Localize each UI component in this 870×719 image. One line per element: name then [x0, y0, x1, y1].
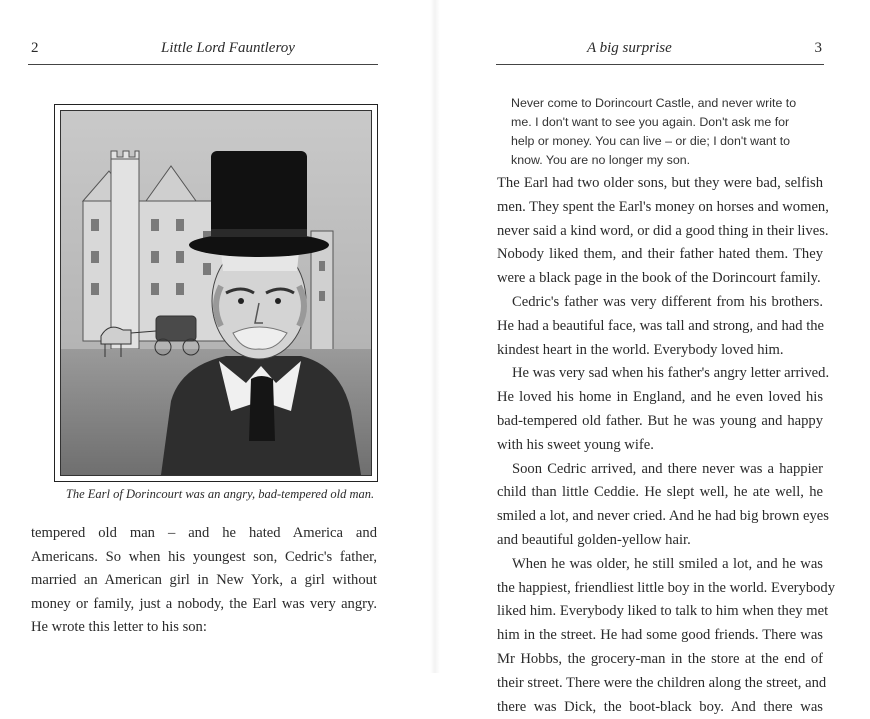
text-line: Cedric's father was very different from his brothers.	[512, 293, 823, 310]
text-line: kindest heart in the world. Everybody loved him.	[497, 341, 784, 358]
text-line: smiled a lot, and never cried. And he had big brown eyes	[497, 508, 829, 525]
illustration-caption: The Earl of Dorincourt was an angry, bad-tempered old man.	[65, 487, 375, 501]
letter-line: me. I don't want to see you again. Don't ask me for	[511, 115, 790, 129]
text-line: money or family, just a nobody, the Earl was very angry.	[31, 595, 377, 612]
text-line: Mr Hobbs, the grocery-man in the store at the end of	[497, 650, 823, 667]
text-line: tempered old man – and he hated America and	[31, 525, 377, 541]
text-line: married an American girl in New York, a girl without	[31, 572, 377, 588]
text-line: him in the street. He had some good friends. There was	[497, 627, 823, 644]
left-running-header	[31, 40, 376, 60]
right-running-head-title: A big surprise	[587, 40, 672, 56]
left-page-number: 2	[31, 40, 39, 56]
text-line: Soon Cedric arrived, and there never was a happier	[512, 460, 823, 477]
right-running-header	[497, 40, 822, 60]
text-line: and beautiful golden-yellow hair.	[497, 531, 691, 548]
text-line: their street. There were the children along the street, and	[497, 674, 827, 691]
text-line: He wrote this letter to his son:	[31, 619, 207, 635]
earl-portrait-drawing	[61, 111, 371, 475]
text-line: never said a kind word, or did a good thing in their lives.	[497, 222, 829, 239]
text-line: were a black page in the book of the Dorincourt family.	[497, 270, 821, 287]
left-page	[0, 0, 435, 673]
illustration-frame	[54, 104, 378, 482]
right-body-text	[497, 172, 836, 719]
left-body-text	[31, 522, 377, 640]
left-running-head-title: Little Lord Fauntleroy	[161, 40, 295, 56]
text-line: He loved his home in England, and he even loved his	[497, 389, 823, 406]
text-line: The Earl had two older sons, but they were bad, selfish	[497, 175, 823, 191]
text-line: child than little Ceddie. He slept well, he ate well, he	[497, 484, 823, 501]
text-line: the happiest, friendliest little boy in the world. Everybody	[497, 579, 836, 596]
text-line: Nobody liked them, and their father hated them. They	[497, 246, 823, 263]
left-header-rule	[28, 64, 378, 65]
text-line: Americans. So when his youngest son, Cedric's father,	[31, 548, 377, 565]
earl-letter	[511, 94, 811, 170]
letter-line: Never come to Dorincourt Castle, and never write to	[511, 96, 797, 110]
text-line: He was very sad when his father's angry letter arrived.	[512, 365, 830, 382]
text-line: liked him. Everybody liked to talk to him when they met	[497, 603, 829, 620]
text-line: bad-tempered old father. But he was young and happy	[497, 412, 823, 429]
right-header-rule	[496, 64, 824, 65]
right-page-number: 3	[814, 40, 822, 56]
earl-illustration	[60, 110, 372, 476]
text-line: When he was older, he still smiled a lot, and he was	[512, 555, 823, 572]
letter-line: help or money. You can live – or die; I don't want to	[511, 134, 791, 148]
text-line: with his sweet young wife.	[497, 436, 654, 453]
text-line: men. They spent the Earl's money on horses and women,	[497, 198, 829, 215]
text-line: He had a beautiful face, was tall and strong, and had the	[497, 317, 825, 334]
text-line: there was Dick, the boot-black boy. And there was	[497, 698, 823, 715]
letter-line: know. You are no longer my son.	[511, 153, 691, 167]
